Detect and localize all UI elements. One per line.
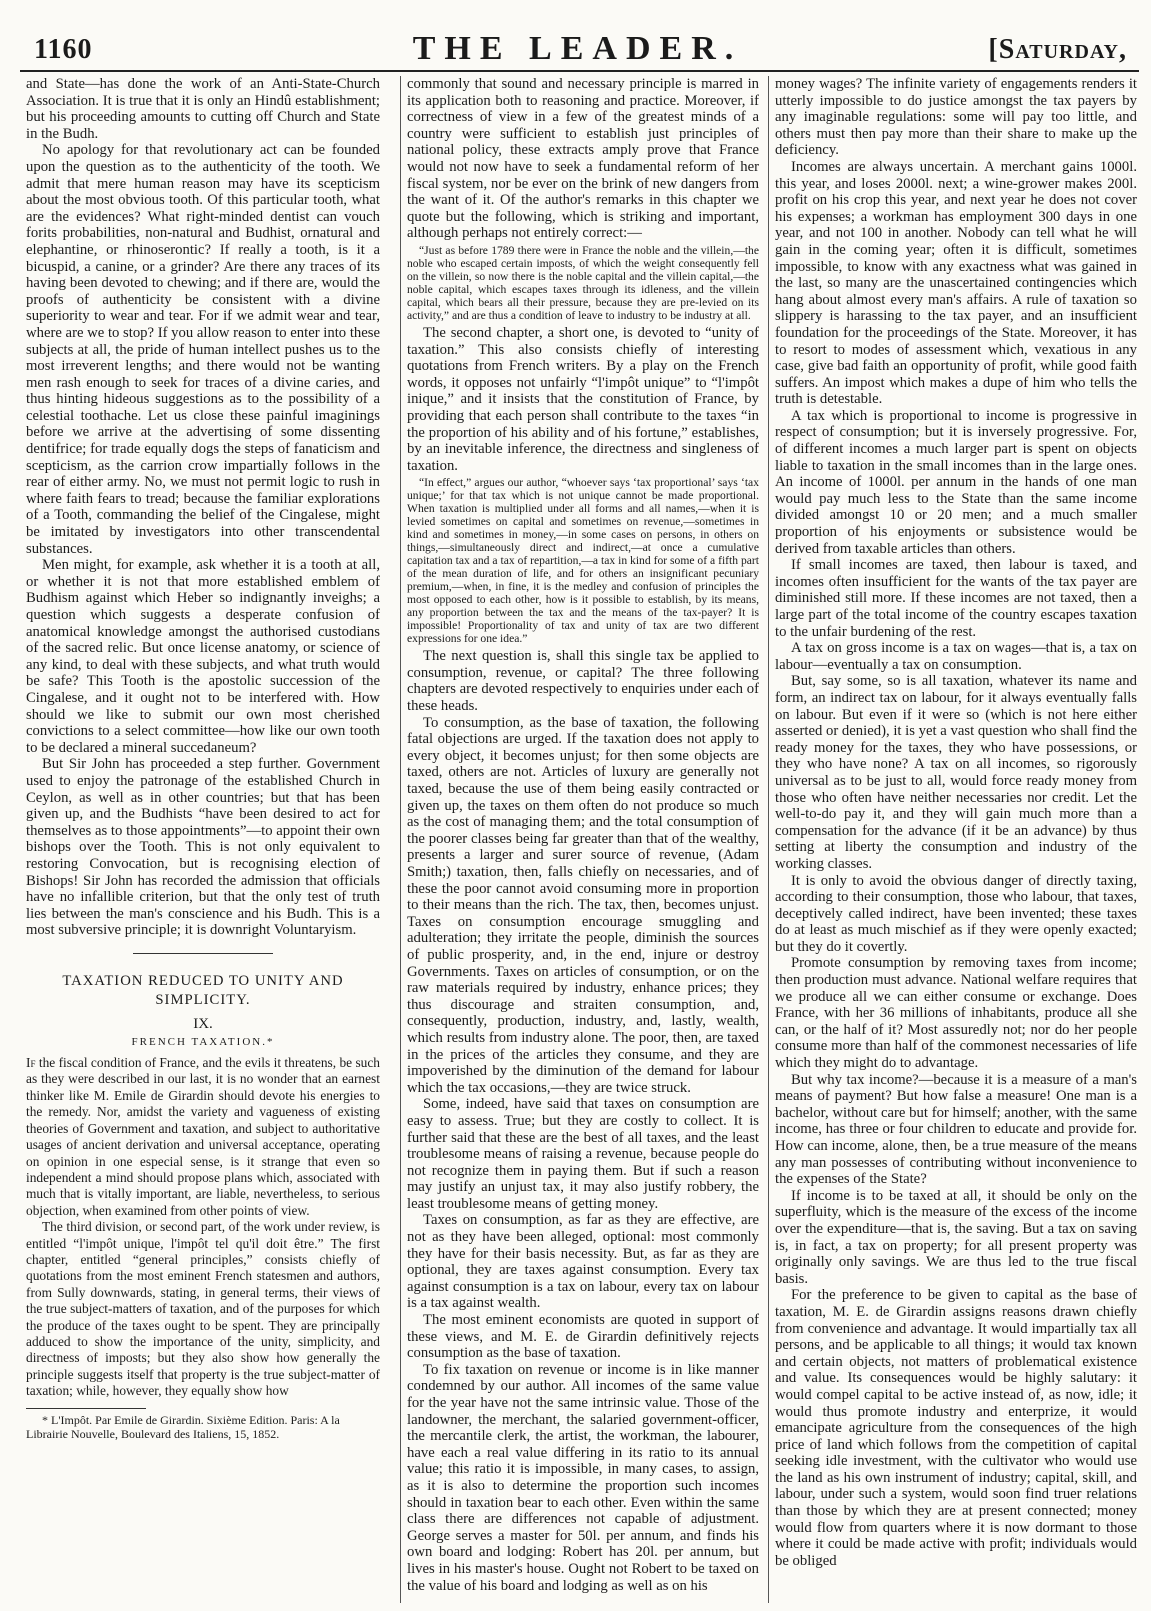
paragraph: The most eminent economists are quoted in support of these views, and M. E. de Girardin definitively rejects consumption as the base of taxation. xyxy=(407,1312,759,1362)
paragraph: A tax which is proportional to income is progressive in respect of consumption; but it is inversely progressive. For, of different incomes a much larger part is spent on objects liable to taxation in the small incomes than in the large ones. An income of 1000l. per annum in the hands of one man would pay much less to the State than the same income divided amongst 10 or 20 men; and a much smaller proportion of his enjoyments or subsistence would be derived from taxable articles than others. xyxy=(775,407,1137,557)
page-number: 1160 xyxy=(34,34,93,65)
block-quote: “In effect,” argues our author, “whoever says ‘tax proportional’ says ‘tax unique;’ for that tax which is not unique cannot be made proportional. When taxation is multiplied under all forms and all names,—when it is levied sometimes on capital and sometimes on revenue,—sometimes in kind and sometimes in money,—in some cases on persons, in others on things,—simultaneously direct and indirect,—at once a cumulative capitation tax and a tax of repartition,—a tax in kind for some of a fifth part of the mean duration of life, and for others an insignificant pecuniary premium,—when, in fine, it is the medley and confusion of principles the most opposed to each other, how is it possible to establish, by its means, any proportion between the tax and the means of the tax-payer? It is impossible! Proportionality of tax and unity of tax are two different expressions for one idea.” xyxy=(407,476,759,646)
paragraph: It is only to avoid the obvious danger of directly taxing, according to their consumption, those who labour, that taxes, deceptively called indirect, have been invented; these taxes do at least as much mischief as if they were openly exacted; but they do it covertly. xyxy=(775,872,1137,955)
masthead-rule xyxy=(20,70,1139,72)
masthead xyxy=(14,18,1141,68)
paragraph: The second chapter, a short one, is devoted to “unity of taxation.” This also consists chiefly of interesting quotations from French writers. By a play on the French words, it opposes not unfairly “l'impôt unique” to “l'impôt inique,” and it insists that the constitution of France, by providing that each person shall contribute to the taxes “in the proportion of his ability and of his fortune,” establishes, by an inevitable inference, the directness and singleness of taxation. xyxy=(407,324,759,474)
paragraph: Men might, for example, ask whether it is a tooth at all, or whether it is not that more established emblem of Budhism against which Heber so indignantly inveighs; a question which suggests a desperate confusion of anatomical knowledge amongst the authorised custodians of the sacred relic. But once license anatomy, or science of any kind, to deal with these subjects, and what truth would be safe? This Tooth is the apostolic succession of the Cingalese, and it ought not to be interfered with. How should we like to submit our own most cherished convictions to a select committee—how like our own tooth to be declared a mineral succedaneum? xyxy=(26,557,380,756)
column-3 xyxy=(768,76,1137,1603)
drop-word: If xyxy=(26,1055,36,1071)
paragraph: Some, indeed, have said that taxes on consumption are easy to assess. True; but they are costly to collect. It is further said that these are the best of all taxes, and the least troublesome means of raising a revenue, because people do not recognize them in paying them. But if such a reason may justify an unjust tax, it may also justify robbery, the least troublesome means of getting money. xyxy=(407,1096,759,1212)
article-heading: TAXATION REDUCED TO UNITY AND SIMPLICITY. xyxy=(62,972,344,1008)
paragraph: No apology for that revolutionary act can be founded upon the question as to the authenticity of the tooth. We admit that mere human reason may have its scepticism about the most obvious tooth. Of this particular tooth, what are the evidences? What right-minded dentist can vouch forits probabilities, non-natural and Budhist, ornatural and elephantine, or rhinoserontic? If really a tooth, is it a bicuspid, a canine, or a grinder? Are there any traces of its having been devoted to chewing; and if there are, would the proofs of authenticity be consistent with a divine superiority to wear and tear. For if we admit wear and tear, where are we to stop? If you allow reason to enter into these subjects at all, the pride of human intellect pushes us to the most irreverent lengths; and there would not be wanting men rash enough to seek for traces of a divine caries, and thus hinting hideous suggestions as to the possibility of a celestial toothache. Let us close these painful imaginings before we arrive at the advertising of some dissenting dentifrice; for trade equally dogs the steps of fanaticism and scepticism, as the carrion crow impartially follows in the rear of either army. No, we must not permit logic to rush in where faith fears to tread; because the familiar explorations of a Tooth, commanding the belief of the Cingalese, might be imitated by investigators into other transcendental substances. xyxy=(26,142,380,557)
paragraph: The third division, or second part, of the work under review, is entitled “l'impôt unique, l'impôt tel qu'il doit être.” The first chapter, entitled “general principles,” consists chiefly of quotations from the most eminent French statesmen and authors, from Sully downwards, stating, in general terms, their views of the true subject-matters of taxation, and of the purposes for which the produce of the taxes ought to be spent. They are principally adduced to show the importance of the unity, simplicity, and directness of imposts; but they also show how generally the principle suggests itself that property is the true subject-matter of taxation; while, however, they equally show how xyxy=(26,1219,380,1399)
paragraph: commonly that sound and necessary principle is marred in its application both to reasoning and practice. Moreover, if correctness of view in a few of the greatest minds of a country were sufficient to establish just principles of national policy, these extracts amply prove that France would not now have to seek a fundamental reform of her fiscal system, nor be ever on the brink of new dangers from the want of it. Of the author's remarks in this chapter we quote but the following, which is striking and important, although perhaps not entirely correct:— xyxy=(407,76,759,242)
section-divider xyxy=(133,953,273,954)
paragraph: If income is to be taxed at all, it should be only on the superfluity, which is the measure of the excess of the income over the expenditure—that is, the saving. But a tax on saving is, in fact, a tax on property; for all present property was originally only savings. We are thus led to the true fiscal basis. xyxy=(775,1187,1137,1287)
paragraph: But Sir John has proceeded a step further. Government used to enjoy the patronage of the established Church in Ceylon, as well as in other countries; but that has been given up, and the Budhists “have been desired to act for themselves as to those appointments”—to appoint their own bishops over the Tooth. This is not only equivalent to restoring Convocation, but is recognising election of Bishops! Sir John has recorded the admission that officials have no infallible criterion, but that the only test of truth lies between the man's conscience and his Budh. This is a most subversive principle; it is downright Voluntaryism. xyxy=(26,756,380,939)
paragraph: To consumption, as the base of taxation, the following fatal objections are urged. If the taxation does not apply to every object, it becomes unjust; for then some objects are taxed, others are not. Articles of luxury are generally not taxed, because the use of them being easily contracted or given up, the taxes on them often do not produce so much as the cost of managing them; and the total consumption of the poorer classes being far greater than that of the wealthy, presents a larger and surer source of revenue, (Adam Smith;) taxation, then, falls chiefly on necessaries, and of these the poor cannot avoid consuming more in proportion to their means than the rich. The tax, then, becomes unjust. Taxes on consumption encourage smuggling and adulteration; they irritate the people, diminish the sources of public prosperity, and, in the end, injure or destroy Governments. Taxes on articles of consumption, or on the raw materials required by industry, enhance prices; they thus discourage and straiten consumption, and, consequently, production, industry, and, lastly, wealth, which results from industry alone. The poor, then, are taxed in the prices of the articles they consume, and they are impoverished by the diminution of the demand for labour which the tax occasions,—they are twice struck. xyxy=(407,714,759,1096)
footnote: * L'Impôt. Par Emile de Girardin. Sixième Edition. Paris: A la Librairie Nouvelle, Boulevard des Italiens, 15, 1852. xyxy=(26,1412,340,1441)
paragraph-text: the fiscal condition of France, and the evils it threatens, be such as they were described in our last, it is no wonder that an earnest thinker like M. Emile de Girardin should devote his energies to the remedy. Nor, amidst the variety and vagueness of existing theories of Government and taxation, and subject to authoritative usages of ancient derivation and universal acceptance, operating on opinion in one especial sense, is it strange that even so independent a mind should propose plans which, associated with much that is vitally important, are liable, nevertheless, to serious objection, when examined from other points of view. xyxy=(26,1055,380,1218)
paragraph: Incomes are always uncertain. A merchant gains 1000l. this year, and loses 2000l. next; a wine-grower makes 200l. profit on his crop this year, and next year he does not cover his expenses; a workman has employment 300 days in one year, and not 100 in another. Nobody can tell what he will gain in the coming year; often it is difficult, sometimes impossible, to know with any exactness what was gained in the last, so many are the unascertained contingencies which hang about almost every man's affairs. A rule of taxation so slippery is harassing to the tax payer, and an insufficient foundation for the proceedings of the State. Moreover, it has to resort to modes of assessment which, vexatious in any case, give bad faith an opportunity of profit, while good faith suffers. An impost which makes a dupe of him who tells the truth is detestable. xyxy=(775,158,1137,408)
paragraph: But, say some, so is all taxation, whatever its name and form, an indirect tax on labour, for it always eventually falls on labour. But even if it were so (which is not here either asserted or denied), it is yet a vast question who shall find the ready money for the taxes, they who have possessions, or they who have none? A tax on all incomes, so rigorously universal as to be just to all, would force ready money from those who often have neither necessaries nor credit. Let the well-to-do pay it, and they will gain much more than a compensation for the advance (if it be an advance) by thus setting at liberty the consumption and industry of the working classes. xyxy=(775,673,1137,872)
paragraph: money wages? The infinite variety of engagements renders it utterly impossible to do justice amongst the tax payers by any imaginable regulations: some will pay too little, and others must then pay more than their share to make up the deficiency. xyxy=(775,76,1137,159)
issue-day: [Saturday, xyxy=(988,34,1127,65)
paragraph: If small incomes are taxed, then labour is taxed, and incomes often insufficient for the wants of the tax payer are diminished still more. If these incomes are not taxed, then a large part of the total income of the country escapes taxation to the unfair burdening of the rest. xyxy=(775,557,1137,640)
paragraph: But why tax income?—because it is a measure of a man's means of payment? But how false a measure! One man is a bachelor, without care but for himself; another, with the same income, has three or four children to educate and provide for. How can income, alone, then, be a true measure of the means any man possesses of contributing without inconvenience to the expenses of the State? xyxy=(775,1071,1137,1188)
article-body xyxy=(26,1055,380,1400)
paragraph: A tax on gross income is a tax on wages—that is, a tax on labour—eventually a tax on consumption. xyxy=(775,640,1137,673)
newspaper-title: THE LEADER. xyxy=(412,30,743,67)
paragraph: The next question is, shall this single tax be applied to consumption, revenue, or capital? The three following chapters are devoted respectively to enquiries under each of these heads. xyxy=(407,648,759,715)
paragraph: and State—has done the work of an Anti-State-Church Association. It is true that it is only an Hindû establishment; but his proceeding amounts to cutting off Church and State in the Budh. xyxy=(26,76,380,142)
column-1 xyxy=(26,76,380,1603)
article-numeral: IX. xyxy=(193,1015,213,1032)
article-subheading: FRENCH TAXATION.* xyxy=(131,1036,275,1049)
block-quote: “Just as before 1789 there were in France the noble and the villein,—the noble who escaped certain imposts, of which the weight consequently fell on the villein, so now there is the noble capital and the villein capital,—the noble capital, which escapes taxes through its idleness, and the villein capital, which bears all their pressure, because they are pre-levied on its activity,” and are thus a condition of leave to industry to be industry at all. xyxy=(407,243,759,322)
paragraph xyxy=(26,1055,380,1219)
paragraph: Promote consumption by removing taxes from income; then production must advance. National welfare requires that we produce all we can either consume or exchange. Does France, with her 36 millions of inhabitants, produce all she can, or the half of it? Most assuredly not; nor do her people consume more than half of the commonest necessaries of life which they might do to advantage. xyxy=(775,955,1137,1072)
paragraph: For the preference to be given to capital as the base of taxation, M. E. de Girardin assigns reasons drawn chiefly from convenience and advantage. It would impartially tax all persons, and be applicable to all things; it would tax known and certain objects, not matters of problematical existence and value. Its consequences would be highly salutary: it would compel capital to be active instead of, as now, idle; it would thus promote industry and enterprize, it would emancipate agriculture from the consequences of the high price of land which follows from the competition of capital seeking idle investment, with the cultivator who would use the land as his own instrument of industry; capital, skill, and labour, under such a system, would soon find truer relations than those by which they are at present connected; money would flow from quarters where it is now dormant to those where it could be made active with profit; individuals would be obliged xyxy=(775,1287,1137,1569)
paragraph: To fix taxation on revenue or income is in like manner condemned by our author. All incomes of the same value for the year have not the same intrinsic value. Those of the landowner, the merchant, the salaried government-officer, the mercantile clerk, the artist, the workman, the labourer, have each a real value differing in its ratio to its annual value; this ratio it is impossible, in many cases, to assign, as it is also to determine the proportion such incomes should in taxation bear to each other. Even within the same class there are differences not capable of adjustment. George serves a master for 50l. per annum, and finds his own board and lodging: Robert has 20l. per annum, but lives in his master's house. Ought not Robert to be taxed on the value of his board and lodging as well as on his xyxy=(407,1361,759,1594)
column-2 xyxy=(400,76,759,1603)
paragraph: Taxes on consumption, as far as they are effective, are not as they have been alleged, optional: most commonly they have for their basis necessity. But, as far as they are optional, they are taxes against consumption. Every tax against consumption is a tax on labour, every tax on labour is a tax against wealth. xyxy=(407,1212,759,1312)
footnote-rule xyxy=(26,1408,146,1409)
